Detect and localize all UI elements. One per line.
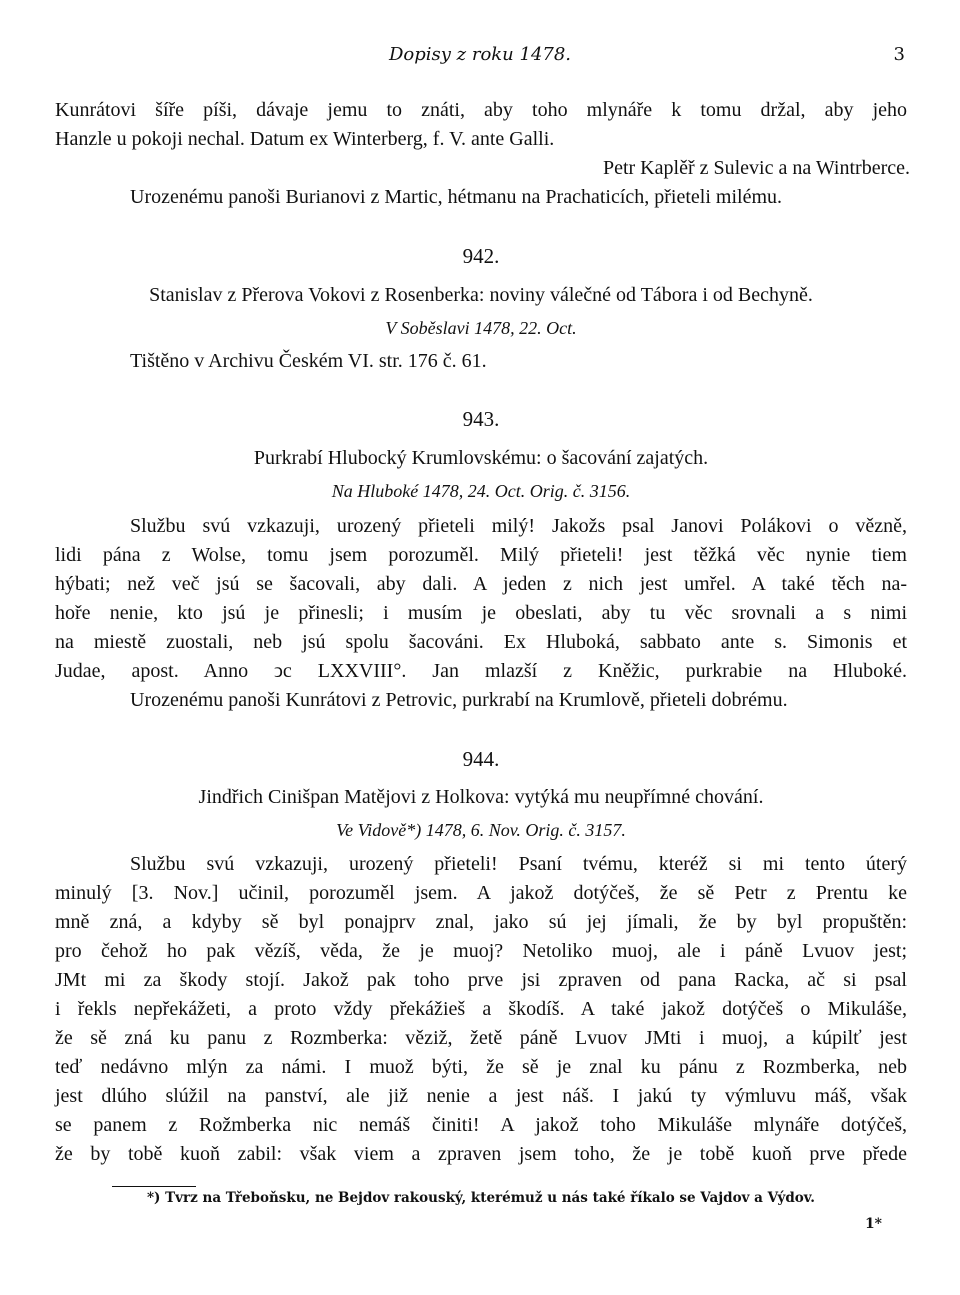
body-line: teď nedávno mlýn za námi. I muož býti, že sě je znal ku pánu z Rozmberka, neb (55, 1056, 907, 1078)
body-line: hýbati; než več jsú se šacovali, aby dali. A jeden z nich jest umřel. A také těch na- (55, 573, 907, 595)
body-line: na miestě zuostali, neb jsú spolu šacováni. Ex Hluboká, sabbato ante s. Simonis et (55, 631, 907, 653)
letter-summary: Purkrabí Hlubocký Krumlovskému: o šacování zajatých. (253, 447, 709, 469)
running-title: Dopisy z roku 1478. (388, 44, 572, 65)
body-line: Službu svú vzkazuji, urozený přieteli! Psaní tvému, kteréž si mi tento úterý (130, 853, 907, 875)
letter-summary: Stanislav z Přerova Vokovi z Rosenberka: noviny válečné od Tábora i od Bechyně. (149, 284, 813, 306)
signature-line: Petr Kaplěř z Sulevic a na Wintrberce. (602, 157, 910, 179)
address-line: Urozenému panoši Kunrátovi z Petrovic, purkrabí na Krumlově, přieteli dobrému. (130, 689, 788, 711)
letter-place-date: V Soběslavi 1478, 22. Oct. (385, 318, 577, 338)
body-line: jest dlúho slúžil na panství, ale již nenie a jest náš. I jakú ty výmluvu máš, však (55, 1085, 907, 1107)
text-line: Kunrátovi šíře píši, dávaje jemu to znáti, aby toho mlynáře k tomu držal, aby jeho (55, 99, 907, 121)
body-line: Službu svú vzkazuji, urozený přieteli milý! Jakožs psal Janovi Polákovi o vězně, (130, 515, 907, 537)
body-line: se panem z Rožmberka nic nemáš činiti! A jakož toho Mikuláše mlynáře dotýčeš, (55, 1114, 907, 1136)
body-line: pro čehož ho pak vězíš, věda, že je muoj? Netoliko muoj, ale i páně Lvuov jest; (55, 940, 907, 962)
body-line: že by tobě kuoň zabil: však viem a zpraven jsem toho, že je tobě kuoň prve přede (55, 1143, 907, 1165)
page-number: 3 (893, 44, 905, 65)
body-line: minulý [3. Nov.] učinil, porozuměl jsem. A jakož dotýčeš, že sě Petr z Prentu ke (55, 882, 907, 904)
print-note: Tištěno v Archivu Českém VI. str. 176 č. 61. (130, 350, 487, 372)
body-line: mně zná, a kdyby sě byl ponajprv znal, jako sú jej jímali, že by byl propuštěn: (55, 911, 907, 933)
letter-number: 943. (462, 407, 500, 431)
letter-place-date: Na Hluboké 1478, 24. Oct. Orig. č. 3156. (331, 481, 631, 501)
letter-place-date: Ve Vidově*) 1478, 6. Nov. Orig. č. 3157. (336, 820, 626, 840)
body-line: JMt mi za škody stojí. Jakož pak toho prve jsi zpraven od pana Racka, ač si psal (55, 969, 907, 991)
body-line: že sě zná ku panu z Rozmberka: věziž, žetě páně Lvuov JMti i muoj, a kúpilť jest (55, 1027, 907, 1049)
letter-summary: Jindřich Cinišpan Matějovi z Holkova: vytýká mu neupřímné chování. (198, 786, 764, 808)
signature-mark: 1* (864, 1216, 882, 1232)
footnote-rule (112, 1186, 196, 1187)
letter-number: 942. (462, 244, 500, 268)
letter-number: 944. (462, 747, 500, 771)
text-line: Hanzle u pokoji nechal. Datum ex Winterberg, f. V. ante Galli. (55, 128, 555, 150)
address-line: Urozenému panoši Burianovi z Martic, hétmanu na Prachaticích, přieteli milému. (130, 186, 783, 208)
body-line: lidi pána z Wolse, tomu jsem porozuměl. Milý přieteli! jest těžká věc nynie tiem (55, 544, 907, 566)
footnote: *) Tvrz na Třeboňsku, ne Bejdov rakouský, kterémuž u nás také říkalo se Vajdov a Výdov. (146, 1190, 815, 1206)
body-line: hoře nenie, kto jsú je přinesli; i musím je obeslati, aby tu věc srovnali a s nimi (55, 602, 907, 624)
body-line: i řekls nepřekážeti, a proto vždy překážieš a škodíš. A také jakož dotýčeš o Mikuláše, (55, 998, 907, 1020)
body-line: Judae, apost. Anno ↄc LXXVIII°. Jan mlazší z Kněžic, purkrabie na Hluboké. (55, 660, 907, 682)
